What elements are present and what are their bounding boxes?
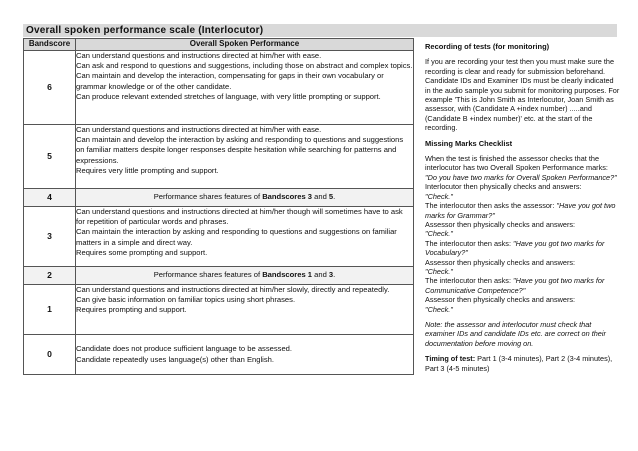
performance-scale-table (23, 38, 414, 375)
table-row (24, 267, 414, 285)
description-line: Can produce relevant extended stretches of language, with very little prompting or support. (76, 91, 381, 101)
bandscore-value: 2 (24, 267, 76, 285)
recording-text: If you are recording your test then you must make sure the recording is clear and ready for submission beforehand. Candidate IDs and Examiner IDs must be clearly indicated in the audio sample you submit for monitoring purposes. For example 'This is John Smith as Interlocutor, Joan Smith as assessor, with (Candidate A +index number) .....and (Candidate B +index number)' etc. at the start of the recording. (425, 57, 620, 133)
description-line: Can understand questions and instructions directed at him/her though will sometimes have to ask for repetition of particular words and phrases. (76, 207, 403, 227)
bandscore-value: 4 (24, 189, 76, 207)
description-line: Requires some prompting and support. (76, 247, 208, 257)
note-text: Note: the assessor and interlocutor must check that examiner IDs and candidate IDs etc. are correct on their documentation before moving on. (425, 319, 606, 348)
band-description (76, 125, 414, 189)
check-step: The interlocutor then asks the assessor: "Have you got two marks for Grammar?" (425, 201, 616, 220)
table-row (24, 51, 414, 125)
check-step: Assessor then physically checks and answers: "Check." (425, 257, 576, 276)
band-description (76, 285, 414, 335)
table-row (24, 125, 414, 189)
check-step: Assessor then physically checks and answers: "Check." (425, 219, 576, 239)
description-line: Can maintain the interaction by asking and responding to questions and suggestions on familiar matters in a simple and direct way. (76, 227, 397, 247)
shares-features-text: Performance shares features of Bandscores 3 and 5. (76, 189, 414, 207)
document-title: Overall spoken performance scale (Interlocutor) (23, 24, 617, 37)
side-panel (425, 42, 620, 373)
recording-heading: Recording of tests (for monitoring) (425, 42, 550, 51)
band-description (76, 207, 414, 267)
table-row (24, 335, 414, 375)
description-line: Can ask and respond to questions and suggestions, including those on abstract and complex topics. Can maintain and develop the interaction, compensating for gaps in their own vocabulary or grammar knowledge or of the other candidate. (76, 61, 413, 91)
description-line: Requires prompting and support. (76, 305, 187, 315)
description-line: Requires very little prompting and support. (76, 165, 219, 175)
overall-performance-header: Overall Spoken Performance (76, 39, 414, 51)
band-description (76, 51, 414, 125)
description-line: Can give basic information on familiar topics using short phrases. (76, 295, 296, 305)
missing-marks-intro: When the test is finished the assessor checks that the interlocutor has two Overall Spoken Performance marks: "Do you have two marks for Overall Spoken Performance?" (425, 154, 617, 182)
check-step: The interlocutor then asks: "Have you got two marks for Vocabulary?" (425, 238, 605, 258)
bandscore-value: 3 (24, 207, 76, 267)
description-line: Candidate repeatedly uses language(s) other than English. (76, 354, 274, 364)
table-row (24, 207, 414, 267)
bandscore-value: 6 (24, 51, 76, 125)
table-header-row (24, 39, 414, 51)
description-line: Can understand questions and instructions directed at him/her slowly, directly and repeatedly. (76, 285, 390, 294)
bandscore-value: 1 (24, 285, 76, 335)
band-description (76, 335, 414, 375)
description-line: Candidate does not produce sufficient language to be assessed. (76, 344, 293, 354)
shares-features-text: Performance shares features of Bandscores 1 and 3. (76, 267, 414, 285)
description-line: Can understand questions and instructions directed at him/her with ease. (76, 51, 322, 60)
bandscore-header: Bandscore (24, 39, 76, 51)
description-line: Can maintain and develop the interaction by asking and responding to questions and suggestions on familiar matters despite longer responses despite hesitation while searching for patterns and expressions. (76, 135, 404, 165)
table-row (24, 285, 414, 335)
table-row (24, 189, 414, 207)
bandscore-value: 5 (24, 125, 76, 189)
missing-marks-heading: Missing Marks Checklist (425, 138, 513, 148)
description-line: Can understand questions and instructions directed at him/her with ease. (76, 125, 322, 134)
timing-text: Timing of test: Part 1 (3-4 minutes), Part 2 (3-4 minutes), Part 3 (4-5 minutes) (425, 354, 613, 373)
check-step: Assessor then physically checks and answers: "Check." (425, 295, 576, 314)
check-step: The interlocutor then asks: "Have you got two marks for Communicative Competence?" (425, 276, 605, 295)
bandscore-value: 0 (24, 335, 76, 375)
check-step: Interlocutor then physically checks and answers: "Check." (425, 182, 582, 201)
